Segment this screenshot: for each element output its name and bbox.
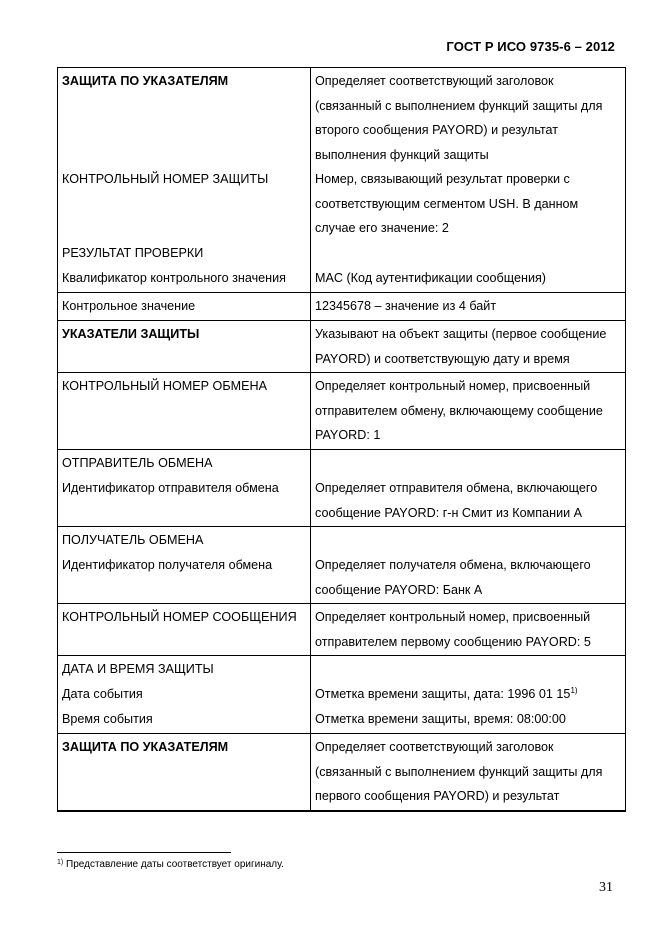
field-description (315, 241, 621, 266)
field-description-text: Отметка времени защиты, дата: 1996 01 15 (315, 687, 571, 701)
field-description-cell (311, 604, 626, 656)
field-name: Дата события (62, 687, 143, 701)
field-description (315, 682, 621, 707)
field-description-cell (311, 450, 626, 527)
field-name: ЗАЩИТА ПО УКАЗАТЕЛЯМ (62, 74, 229, 88)
field-description-text: Определяет соответствующий заголовок (связанный с выполнением функций защиты для второго сообщения PAYORD) и результат выполнения функций защиты (315, 74, 603, 162)
field-name: ЗАЩИТА ПО УКАЗАТЕЛЯМ (62, 740, 229, 754)
footnote (57, 859, 284, 870)
field-description (315, 605, 621, 654)
footnote-separator (57, 852, 231, 853)
field-description-cell (311, 321, 626, 373)
field-name-cell (58, 293, 311, 321)
field-description-text: Определяет контрольный номер, присвоенный отправителем первому сообщению PAYORD: 5 (315, 610, 591, 649)
field-description-text: 12345678 – значение из 4 байт (315, 299, 497, 313)
field-description (315, 266, 621, 291)
field-description (315, 322, 621, 371)
table-row (58, 450, 626, 527)
footnote-reference: 1) (570, 686, 578, 695)
field-description-text: Определяет контрольный номер, присвоенный отправителем обмену, включающему сообщение PAYORD: 1 (315, 379, 603, 442)
field-name: Время события (62, 712, 153, 726)
field-description (315, 294, 621, 319)
footnote-marker: 1) (57, 859, 64, 866)
field-name-cell (58, 321, 311, 373)
field-description-text: Определяет соответствующий заголовок (связанный с выполнением функций защиты для первого сообщения PAYORD) и результат (315, 740, 603, 803)
field-name: Идентификатор отправителя обмена (62, 481, 279, 495)
field-description-text: Отметка времени защиты, время: 08:00:00 (315, 712, 566, 726)
table-body (58, 68, 626, 812)
field-description-cell (311, 293, 626, 321)
field-description (315, 69, 621, 167)
footnote-text: Представление даты соответствует оригиналу. (63, 859, 284, 870)
table-row (58, 373, 626, 450)
field-name: РЕЗУЛЬТАТ ПРОВЕРКИ (62, 246, 204, 260)
field-name: ОТПРАВИТЕЛЬ ОБМЕНА (62, 456, 213, 470)
table-row (58, 527, 626, 604)
field-description (315, 735, 621, 809)
field-name-cell (58, 373, 311, 450)
table-row (58, 604, 626, 656)
table-row (58, 656, 626, 734)
field-name-cell (58, 527, 311, 604)
field-description (315, 528, 621, 553)
field-description-text: Определяет получателя обмена, включающего сообщение PAYORD: Банк А (315, 558, 591, 597)
field-description-cell (311, 373, 626, 450)
field-description-cell (311, 68, 626, 293)
field-description (315, 167, 621, 241)
field-description-cell (311, 527, 626, 604)
field-name-cell (58, 604, 311, 656)
field-name: Квалификатор контрольного значения (62, 271, 286, 285)
field-name: ПОЛУЧАТЕЛЬ ОБМЕНА (62, 533, 204, 547)
field-description (315, 451, 621, 476)
table-row (58, 293, 626, 321)
field-name: Идентификатор получателя обмена (62, 558, 273, 572)
field-description-cell (311, 734, 626, 812)
field-description (315, 707, 621, 732)
field-description-text: Номер, связывающий результат проверки с соответствующим сегментом USH. В данном случае его значение: 2 (315, 172, 579, 235)
page-number: 31 (599, 880, 613, 895)
field-description-text: MAC (Код аутентификации сообщения) (315, 271, 546, 285)
field-description (315, 476, 621, 525)
field-name-cell (58, 656, 311, 734)
field-description-text: Определяет отправителя обмена, включающего сообщение PAYORD: г-н Смит из Компании А (315, 481, 598, 520)
table-row (58, 68, 626, 293)
field-name: КОНТРОЛЬНЫЙ НОМЕР ЗАЩИТЫ (62, 172, 269, 186)
field-description (315, 553, 621, 602)
field-name-cell (58, 450, 311, 527)
field-description (315, 374, 621, 448)
field-description-text: Указывают на объект защиты (первое сообщение PAYORD) и соответствующую дату и время (315, 327, 607, 366)
field-description (315, 657, 621, 682)
field-name-cell (58, 734, 311, 812)
table-row (58, 734, 626, 812)
field-name: КОНТРОЛЬНЫЙ НОМЕР ОБМЕНА (62, 379, 268, 393)
field-name-cell (58, 68, 311, 293)
field-description-cell (311, 656, 626, 734)
field-name: УКАЗАТЕЛИ ЗАЩИТЫ (62, 327, 200, 341)
content-table (57, 67, 626, 812)
field-name: ДАТА И ВРЕМЯ ЗАЩИТЫ (62, 662, 214, 676)
field-name: КОНТРОЛЬНЫЙ НОМЕР СООБЩЕНИЯ (62, 610, 297, 624)
document-header: ГОСТ Р ИСО 9735-6 – 2012 (446, 39, 615, 54)
field-name: Контрольное значение (62, 299, 196, 313)
table-row (58, 321, 626, 373)
